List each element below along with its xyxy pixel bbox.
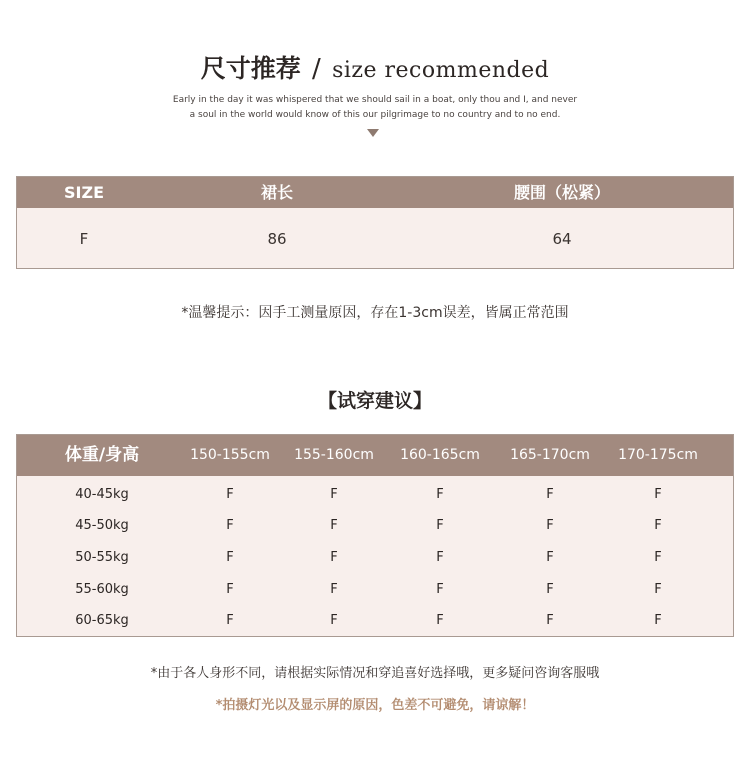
size-cell: F	[436, 550, 444, 565]
size-header-waist: 腰围（松紧）	[513, 183, 610, 202]
subtitle	[0, 93, 750, 123]
size-cell: F	[330, 613, 338, 628]
table-row	[17, 510, 733, 541]
size-cell: F	[226, 582, 234, 597]
weight-cell: 40-45kg	[75, 487, 129, 502]
size-table-row	[17, 208, 733, 268]
page-title	[0, 50, 750, 90]
table-row	[17, 479, 733, 510]
size-cell: F	[654, 518, 662, 533]
fit-header-165-170: 165-170cm	[510, 447, 590, 463]
weight-cell: 55-60kg	[75, 582, 129, 597]
title-en: size recommended	[332, 58, 550, 83]
fit-table-header	[17, 435, 733, 476]
size-cell: F	[330, 550, 338, 565]
size-value: F	[79, 230, 89, 248]
size-cell: F	[330, 518, 338, 533]
size-cell: F	[546, 582, 554, 597]
fit-section-title: 【试穿建议】	[317, 390, 432, 412]
size-cell: F	[330, 487, 338, 502]
fit-table	[16, 434, 734, 637]
table-row	[17, 542, 733, 573]
measurement-note: *温馨提示：因手工测量原因，存在1-3cm误差，皆属正常范围	[181, 305, 569, 321]
fit-header-160-165: 160-165cm	[400, 447, 480, 463]
weight-cell: 45-50kg	[75, 518, 129, 533]
waist-value: 64	[552, 230, 572, 248]
size-cell: F	[654, 613, 662, 628]
size-table-header	[17, 177, 733, 208]
fit-header-weight-height: 体重/身高	[64, 445, 140, 465]
title-separator: /	[312, 54, 321, 84]
size-cell: F	[226, 550, 234, 565]
size-table	[16, 176, 734, 269]
weight-cell: 60-65kg	[75, 613, 129, 628]
size-cell: F	[226, 613, 234, 628]
size-cell: F	[654, 550, 662, 565]
size-cell: F	[546, 518, 554, 533]
title-cn: 尺寸推荐	[200, 54, 301, 83]
size-header-size: SIZE	[63, 183, 104, 202]
fit-header-155-160: 155-160cm	[294, 447, 374, 463]
size-cell: F	[546, 487, 554, 502]
fit-header-170-175: 170-175cm	[618, 447, 698, 463]
size-cell: F	[654, 582, 662, 597]
size-cell: F	[436, 518, 444, 533]
weight-cell: 50-55kg	[75, 550, 129, 565]
size-cell: F	[654, 487, 662, 502]
size-header-length: 裙长	[260, 183, 293, 202]
fit-note: *由于各人身形不同，请根据实际情况和穿追喜好选择哦，更多疑问咨询客服哦	[150, 666, 600, 681]
color-difference-note: *拍摄灯光以及显示屏的原因，色差不可避免，请谅解！	[215, 698, 535, 713]
size-cell: F	[436, 613, 444, 628]
subtitle-line-2: a soul in the world would know of this our pilgrimage to no country and to no end.	[189, 110, 561, 120]
subtitle-line-1: Early in the day it was whispered that we should sail in a boat, only thou and I, and never	[172, 95, 578, 105]
size-cell: F	[226, 518, 234, 533]
fit-header-150-155: 150-155cm	[190, 447, 270, 463]
size-cell: F	[546, 613, 554, 628]
fit-table-body	[17, 476, 733, 636]
length-value: 86	[267, 230, 287, 248]
size-cell: F	[436, 487, 444, 502]
triangle-down-icon	[367, 129, 379, 137]
table-row	[17, 605, 733, 636]
size-cell: F	[436, 582, 444, 597]
size-cell: F	[330, 582, 338, 597]
table-row	[17, 574, 733, 605]
size-cell: F	[226, 487, 234, 502]
size-cell: F	[546, 550, 554, 565]
